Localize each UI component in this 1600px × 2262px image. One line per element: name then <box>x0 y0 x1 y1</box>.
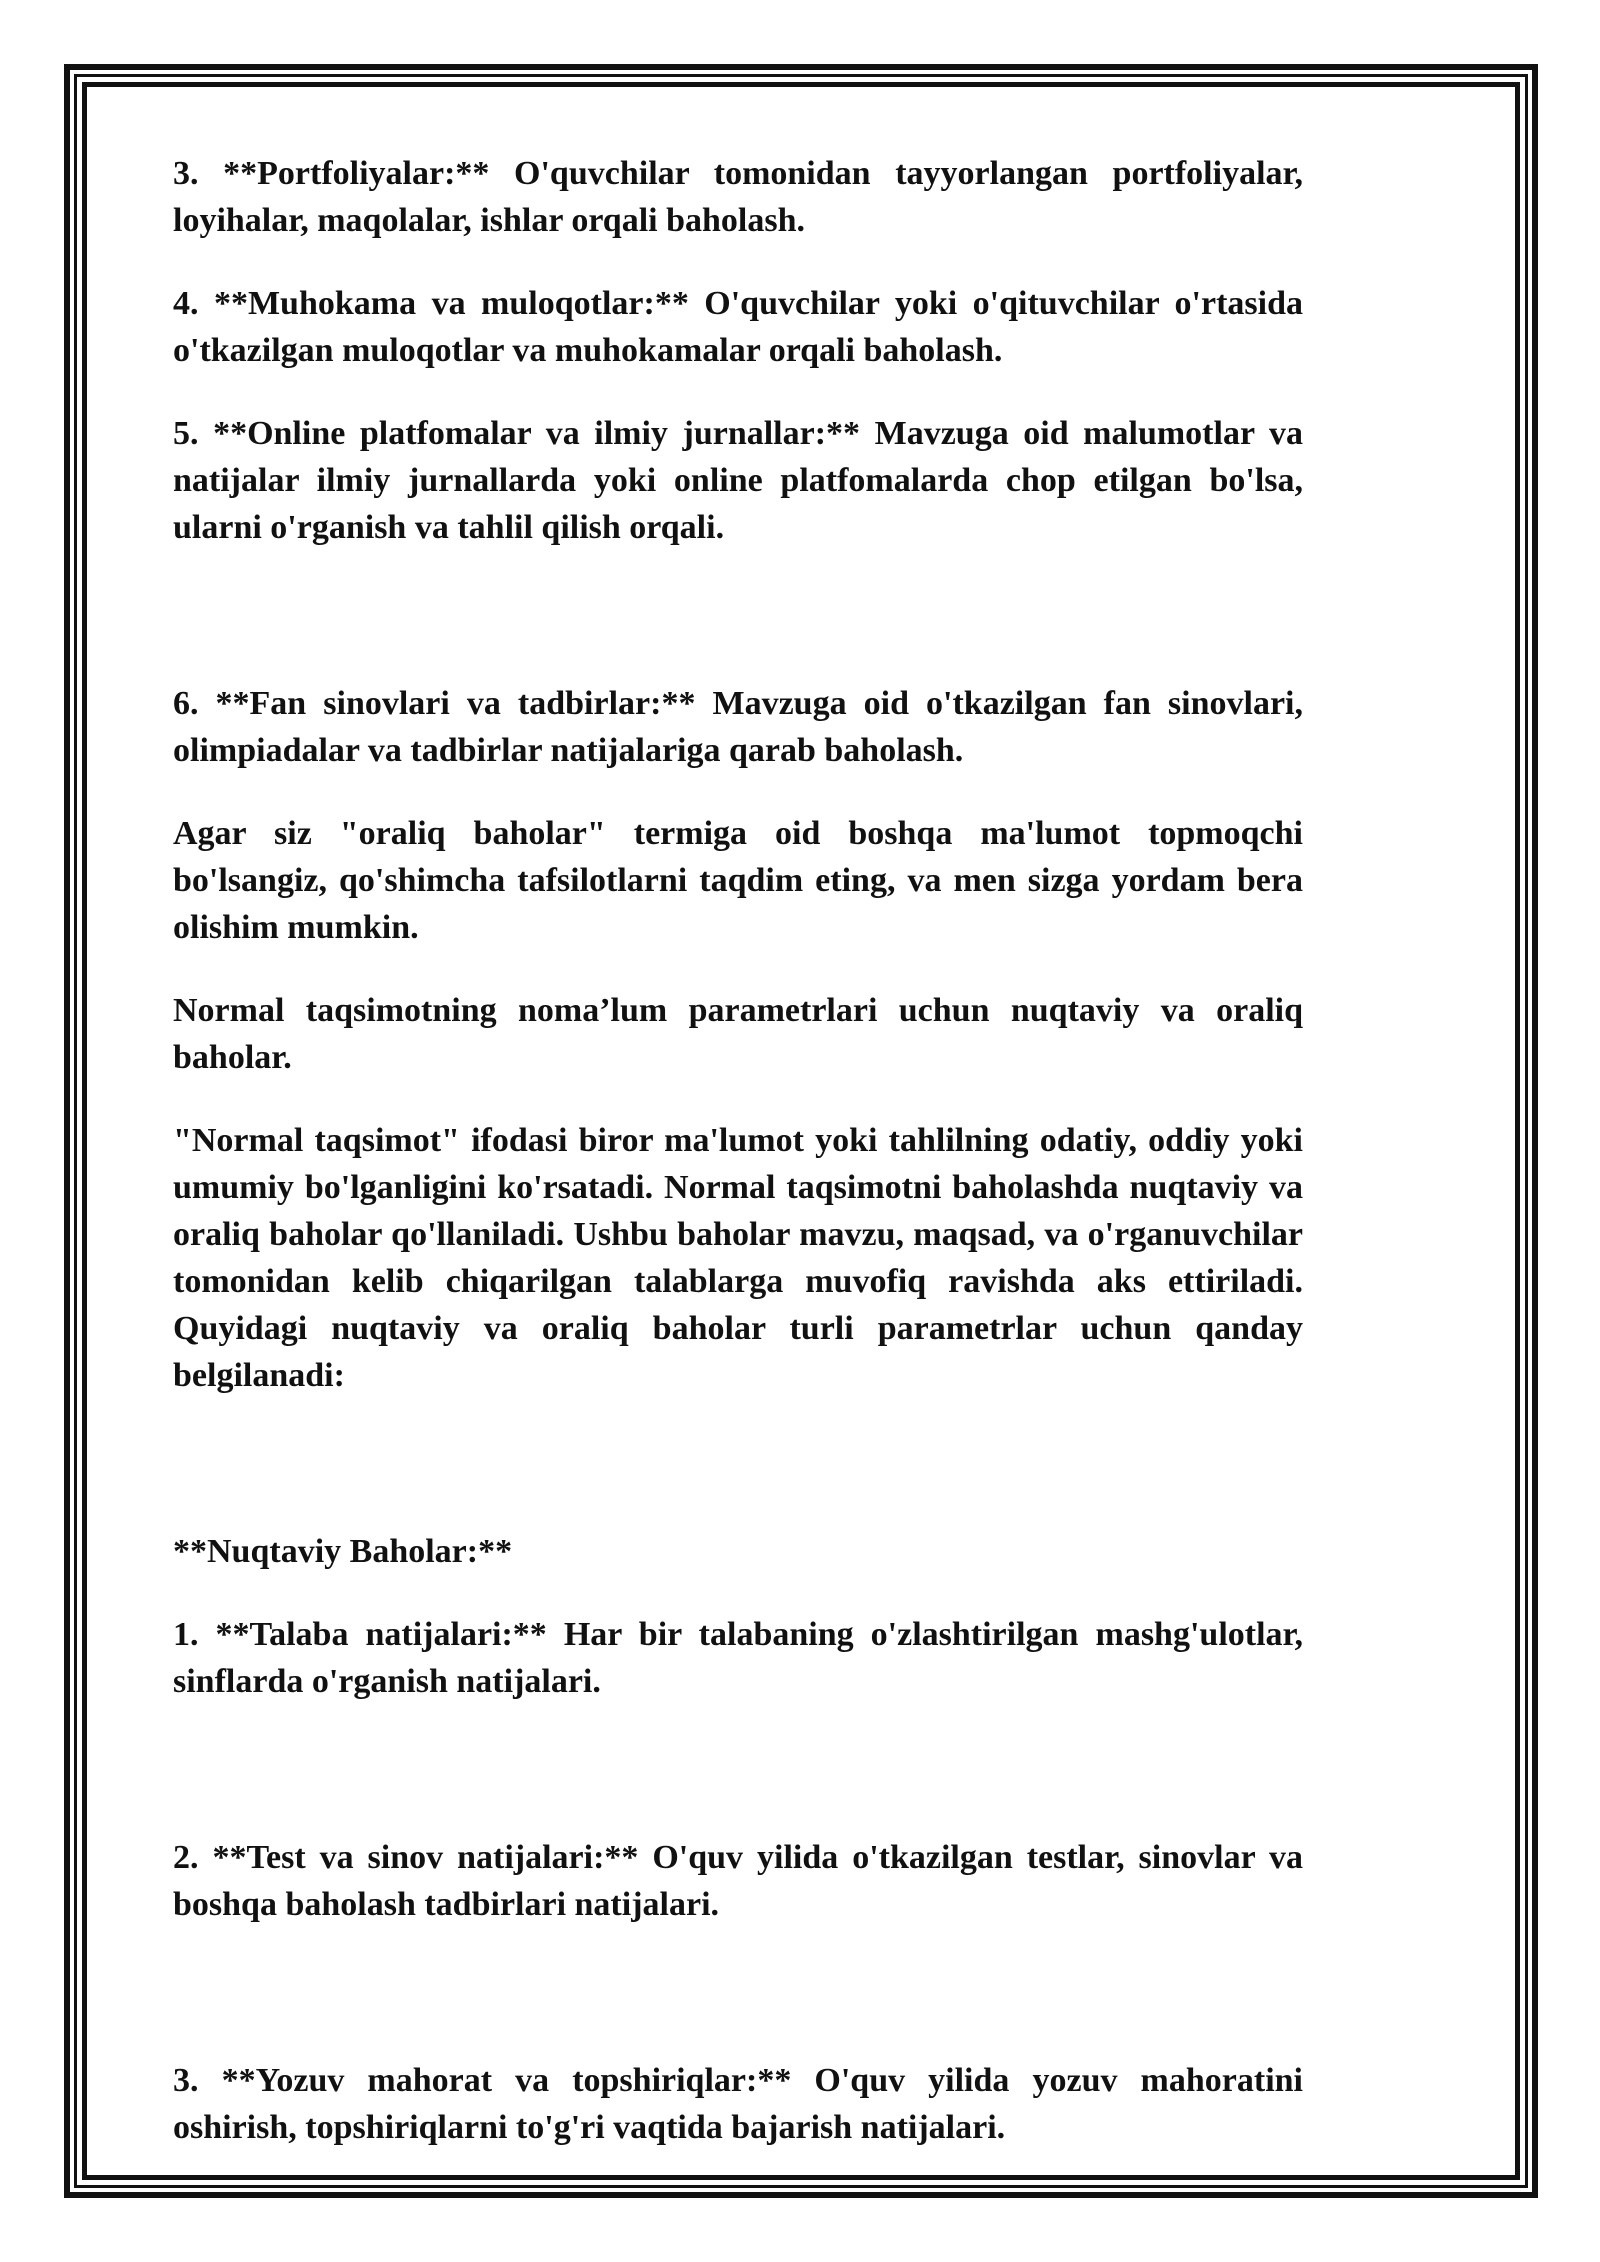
paragraph-normal-distribution: "Normal taqsimot" ifodasi biror ma'lumot yoki tahlilning odatiy, oddiy yoki umumiy bo'lganligini ko'rsatadi. Normal taqsimotni baholashda nuqtaviy va oraliq baholar qo'llaniladi. Ushbu baholar mavzu, maqsad, va o'rganuvchilar tomonidan kelib chiqarilgan talablarga muvofiq ravishda aks ettiriladi. Quyidagi nuqtaviy va oraliq baholar turli parametrlar uchun qanday belgilanadi: <box>173 1122 1303 1394</box>
paragraph-additional-info: Agar siz "oraliq baholar" termiga oid boshqa ma'lumot topmoqchi bo'lsangiz, qo'shimcha tafsilotlarni taqdim eting, va men sizga yordam bera olishim mumkin. <box>173 815 1303 946</box>
paragraph-online-platforms: 5. **Online platfomalar va ilmiy jurnallar:** Mavzuga oid malumotlar va natijalar ilmiy jurnallarda yoki online platfomalarda chop etilgan bo'lsa, ularni o'rganish va tahlil qilish orqali. <box>173 415 1303 546</box>
paragraph-portfolios: 3. **Portfoliyalar:** O'quvchilar tomonidan tayyorlangan portfoliyalar, loyihalar, maqolalar, ishlar orqali baholash. <box>173 155 1303 239</box>
document-body <box>173 150 1303 2151</box>
paragraph-student-results: 1. **Talaba natijalari:** Har bir talabaning o'zlashtirilgan mashg'ulotlar, sinflarda o'rganish natijalari. <box>173 1616 1303 1700</box>
section-heading-normal-distribution: Normal taqsimotning noma’lum parametrlari uchun nuqtaviy va oraliq baholar. <box>173 992 1303 1076</box>
paragraph-discussions: 4. **Muhokama va muloqotlar:** O'quvchilar yoki o'qituvchilar o'rtasida o'tkazilgan muloqotlar va muhokamalar orqali baholash. <box>173 285 1303 369</box>
paragraph-science-tests: 6. **Fan sinovlari va tadbirlar:** Mavzuga oid o'tkazilgan fan sinovlari, olimpiadalar va tadbirlar natijalariga qarab baholash. <box>173 685 1303 769</box>
paragraph-writing-skills: 3. **Yozuv mahorat va topshiriqlar:** O'quv yilida yozuv mahoratini oshirish, topshiriqlarni to'g'ri vaqtida bajarish natijalari. <box>173 2062 1303 2146</box>
paragraph-test-results: 2. **Test va sinov natijalari:** O'quv yilida o'tkazilgan testlar, sinovlar va boshqa baholash tadbirlari natijalari. <box>173 1839 1303 1923</box>
heading-point-estimates: **Nuqtaviy Baholar:** <box>173 1533 513 1570</box>
